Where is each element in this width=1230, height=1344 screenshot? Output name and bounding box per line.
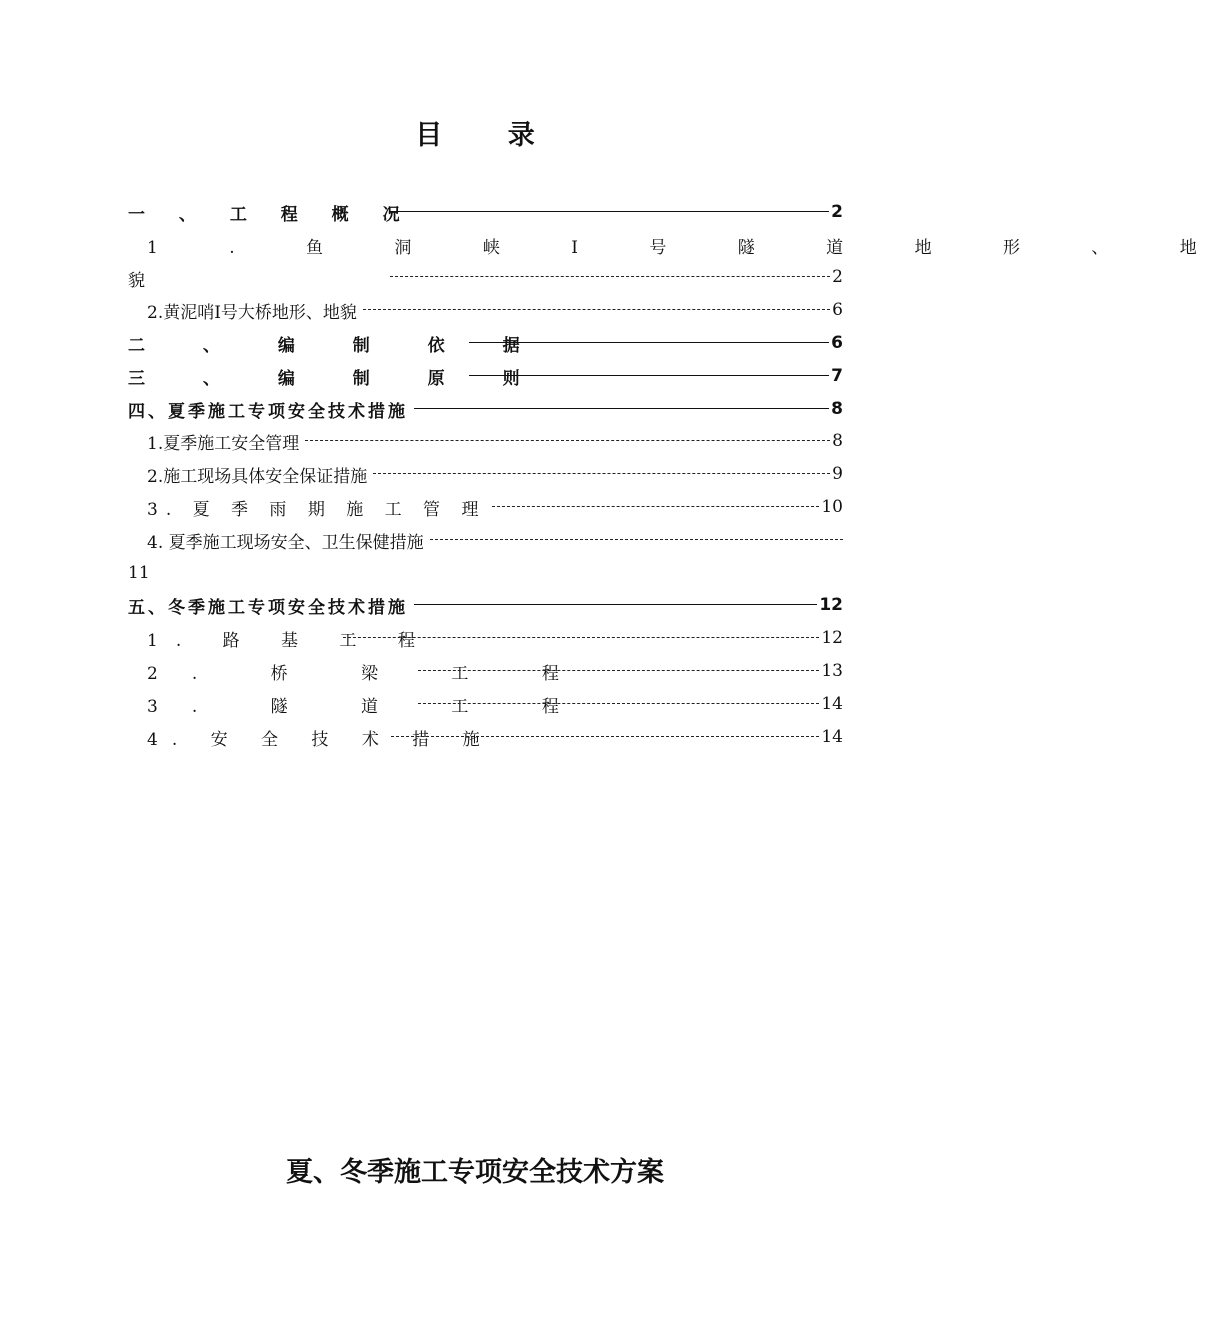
toc-entry[interactable] [147,625,843,651]
toc-entry[interactable] [147,461,843,487]
toc-entry-page: 9 [832,464,843,484]
toc-entry[interactable] [147,494,843,520]
toc-entry-label: 1. 路 基 工 程 [147,630,433,651]
toc-entry-label: 二 、 编 制 依 据 [128,335,546,356]
toc-entry-page: 8 [831,399,843,419]
toc-entry-page: 14 [821,694,843,714]
toc-entry-page: 2 [832,267,843,287]
toc-leader [391,736,819,738]
toc-entry-page: 6 [832,300,843,320]
toc-entry-page: 8 [832,431,843,451]
toc-entry[interactable] [147,297,843,323]
toc-entry-label: 四、夏季施工专项安全技术措施 [128,401,408,422]
toc-entry-page: 10 [821,497,843,517]
toc-title: 目 录 [415,120,563,151]
toc-entry-page: 13 [821,661,843,681]
document-title: 夏、冬季施工专项安全技术方案 [286,1157,664,1188]
toc-entry-label: 3. 夏 季 雨 期 施 工 管 理 [147,499,487,520]
toc-entry[interactable] [128,363,843,389]
toc-entry-label: 4. 夏季施工现场安全、卫生保健措施 [147,532,424,553]
toc-entry-page: 7 [831,366,843,386]
toc-entry-label: 三 、 编 制 原 则 [128,368,546,389]
toc-entry-leader-line[interactable] [390,264,843,290]
toc-leader [389,211,829,213]
toc-leader [414,604,817,606]
toc-entry[interactable] [147,658,843,684]
toc-leader [418,703,819,705]
toc-entry-page: 2 [831,202,843,222]
toc-entry[interactable] [128,330,843,356]
toc-leader [390,276,830,278]
toc-entry-label-continued: 貌 [128,271,145,291]
toc-entry-page: 12 [819,595,843,615]
toc-entry[interactable] [147,724,843,750]
toc-entry-label: 五、冬季施工专项安全技术措施 [128,597,408,618]
toc-entry-label: 4. 安 全 技 术 措 施 [147,729,494,750]
toc-entry-page: 12 [821,628,843,648]
toc-leader [414,408,829,410]
toc-leader [469,342,829,344]
toc-entry[interactable] [147,232,1230,258]
toc-entry[interactable] [147,428,843,454]
toc-entry[interactable] [128,592,843,618]
toc-entry-label: 2.施工现场具体安全保证措施 [147,466,368,487]
toc-entry-label: 1 . 鱼 洞 峡 I 号 隧 道 地 形 、 地 [147,237,1230,258]
toc-leader [343,637,819,639]
toc-leader [430,539,843,541]
toc-leader [469,375,829,377]
toc-entry[interactable] [128,199,843,225]
toc-entry[interactable] [147,691,843,717]
toc-entry-page: 11 [128,563,150,583]
toc-entry[interactable] [128,396,843,422]
toc-entry-label: 2. 桥 梁 工 程 [147,663,593,684]
toc-leader [305,440,830,442]
toc-leader [373,473,830,475]
toc-entry-page: 14 [821,727,843,747]
toc-leader [418,670,819,672]
toc-entry-label: 一 、 工 程 概 况 [128,204,414,225]
toc-entry-page: 6 [831,333,843,353]
toc-entry-label: 2.黄泥哨Ⅰ号大桥地形、地貌 [147,302,357,323]
toc-entry-label: 3. 隧 道 工 程 [147,696,593,717]
toc-entry-label: 1.夏季施工安全管理 [147,433,300,454]
toc-entry[interactable] [147,527,843,553]
toc-leader [363,309,830,311]
toc-leader [492,506,819,508]
